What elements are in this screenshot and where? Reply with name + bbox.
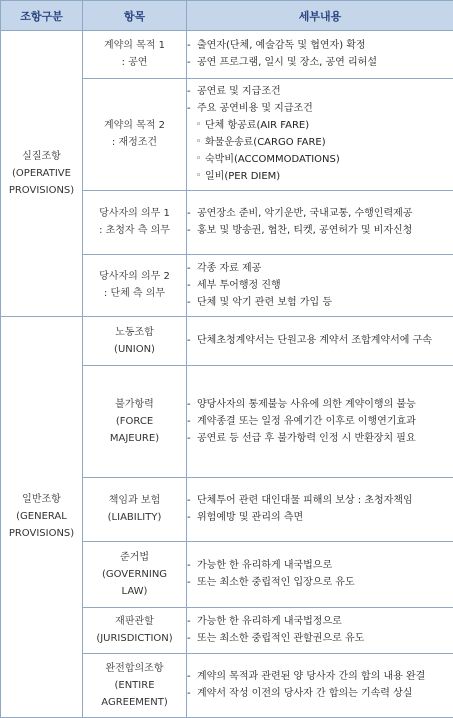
item-label-line: MAJEURE): [109, 432, 160, 444]
detail-cell: [187, 190, 453, 254]
table-body: [1, 31, 453, 718]
detail-cell: [187, 254, 453, 316]
detail-subitem: ◦ 숙박비(ACCOMMODATIONS): [187, 151, 453, 168]
detail-item: - 공연장소 준비, 악기운반, 국내교통, 수행인력제공: [187, 205, 453, 222]
item-label-line: (JURISDICTION): [96, 633, 173, 645]
item-label-line: AGREEMENT): [101, 696, 168, 708]
item-label-line: (GOVERNING: [101, 568, 168, 580]
detail-cell: [187, 608, 453, 654]
detail-item: - 홍보 및 방송권, 협찬, 티켓, 공연허가 및 비자신청: [187, 222, 453, 239]
detail-list: [187, 332, 453, 349]
detail-item: - 가능한 한 유리하게 내국법정으로: [187, 613, 453, 630]
header-detail: 세부내용: [187, 1, 453, 31]
section-label-line: PROVISIONS): [8, 528, 75, 540]
header-row: [1, 1, 453, 31]
detail-list: [187, 492, 453, 526]
detail-list: [187, 260, 453, 311]
section-label-line: (GENERAL: [16, 511, 67, 523]
detail-item: - 단체 및 악기 관련 보험 가입 등: [187, 294, 453, 311]
detail-cell: [187, 477, 453, 541]
detail-list: [187, 557, 453, 591]
detail-item: - 양당사자의 통제불능 사유에 의한 계약이행의 불능: [187, 396, 453, 413]
item-label-line: 당사자의 의무 2: [99, 271, 170, 283]
section-label-line: (OPERATIVE: [12, 167, 71, 179]
item-label: [83, 365, 187, 477]
item-label-line: 재판관할: [115, 616, 154, 628]
item-label-line: 준거법: [120, 551, 149, 563]
item-label-line: 계약의 목적 1: [103, 40, 166, 52]
header-item: 항목: [83, 1, 187, 31]
item-label-line: (UNION): [114, 343, 155, 355]
item-label: [83, 31, 187, 79]
detail-item: - 단체초청계약서는 단원고용 계약서 조합계약서에 구속: [187, 332, 453, 349]
item-label-line: : 공연: [121, 57, 148, 69]
detail-item: - 또는 최소한 중립적인 입장으로 유도: [187, 574, 453, 591]
section-label: [1, 316, 83, 717]
item-label: [83, 316, 187, 365]
detail-item: - 또는 최소한 중립적인 관할권으로 유도: [187, 630, 453, 647]
detail-subitem: ◦ 단체 항공료(AIR FARE): [187, 117, 453, 134]
detail-cell: [187, 78, 453, 190]
detail-item: - 출연자(단체, 예술감독 및 협연자) 확정: [187, 37, 453, 54]
detail-item: - 가능한 한 유리하게 내국법으로: [187, 557, 453, 574]
section-label-line: PROVISIONS): [8, 184, 75, 196]
item-label: [83, 78, 187, 190]
detail-item: - 계약의 목적과 관련된 양 당사자 간의 합의 내용 완결: [187, 668, 453, 685]
item-label-line: 책임과 보험: [108, 495, 161, 507]
item-label-line: (LIABILITY): [107, 512, 162, 524]
item-label-line: : 단체 측 의무: [103, 288, 166, 300]
detail-item: - 각종 자료 제공: [187, 260, 453, 277]
detail-list: [187, 37, 453, 71]
item-label-line: : 초청자 측 의무: [99, 225, 170, 237]
item-label-line: 계약의 목적 2: [103, 120, 166, 132]
detail-item: - 단체투어 관련 대인대물 피해의 보상 : 초청자책임: [187, 492, 453, 509]
item-label-line: 불가항력: [115, 398, 154, 410]
item-label: [83, 608, 187, 654]
item-label: [83, 190, 187, 254]
detail-cell: [187, 653, 453, 717]
item-label: [83, 653, 187, 717]
table-row: [1, 31, 453, 79]
detail-cell: [187, 365, 453, 477]
detail-item: - 세부 투어행정 진행: [187, 277, 453, 294]
detail-item: - 공연료 등 선급 후 불가항력 인정 시 반환장치 필요: [187, 430, 453, 447]
detail-list: [187, 396, 453, 447]
detail-item: - 위험예방 및 관리의 측면: [187, 509, 453, 526]
detail-item: - 계약종결 또는 일정 유예기간 이후로 이행연기효과: [187, 413, 453, 430]
detail-cell: [187, 541, 453, 607]
item-label-line: (ENTIRE: [114, 679, 155, 691]
item-label-line: LAW): [121, 585, 148, 597]
item-label-line: : 재정조건: [111, 137, 158, 149]
item-label: [83, 477, 187, 541]
item-label-line: 당사자의 의무 1: [99, 208, 170, 220]
detail-item: - 공연료 및 지급조건: [187, 83, 453, 100]
detail-list: [187, 83, 453, 185]
item-label-line: 완전합의조항: [105, 662, 164, 674]
section-label-line: 일반조항: [22, 494, 61, 506]
detail-cell: [187, 31, 453, 79]
detail-subitem: ◦ 일비(PER DIEM): [187, 168, 453, 185]
detail-item: - 계약서 작성 이전의 당사자 간 합의는 기속력 상실: [187, 685, 453, 702]
detail-list: [187, 205, 453, 239]
table-row: [1, 316, 453, 365]
item-label-line: 노동조합: [115, 326, 154, 338]
detail-subitem: ◦ 화물운송료(CARGO FARE): [187, 134, 453, 151]
item-label: [83, 541, 187, 607]
detail-item: - 공연 프로그램, 일시 및 장소, 공연 리허설: [187, 54, 453, 71]
section-label: [1, 31, 83, 317]
header-section: 조항구분: [1, 1, 83, 31]
section-label-line: 실질조항: [22, 150, 61, 162]
detail-list: [187, 668, 453, 702]
item-label: [83, 254, 187, 316]
detail-cell: [187, 316, 453, 365]
detail-item: - 주요 공연비용 및 지급조건: [187, 100, 453, 117]
item-label-line: (FORCE: [115, 415, 154, 427]
detail-list: [187, 613, 453, 647]
